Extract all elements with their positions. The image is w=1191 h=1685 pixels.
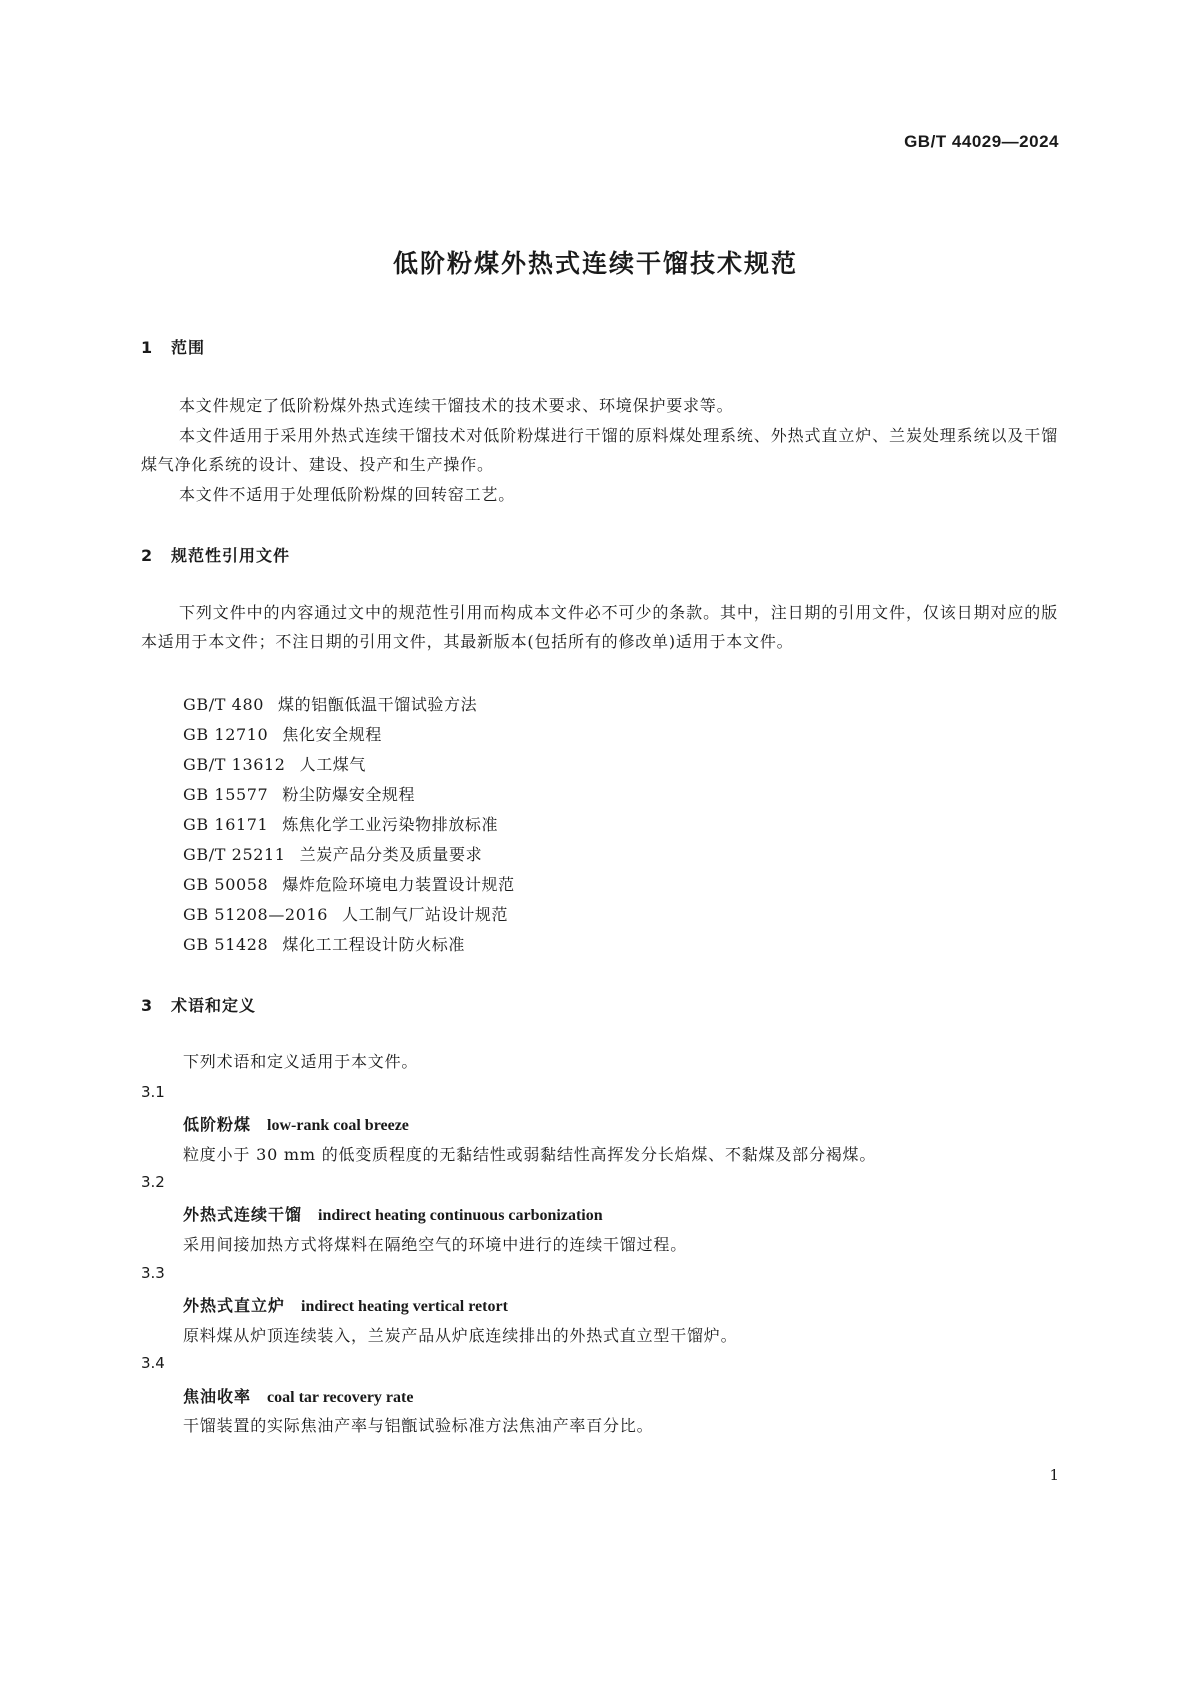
reference-code: GB/T 480: [183, 695, 265, 714]
reference-code: GB/T 25211: [183, 845, 286, 864]
reference-title: 煤的铝甑低温干馏试验方法: [278, 695, 478, 714]
reference-title: 爆炸危险环境电力装置设计规范: [282, 875, 515, 894]
section-title: 规范性引用文件: [171, 546, 291, 565]
reference-item: [183, 692, 477, 715]
term-chinese: 外热式连续干馏: [183, 1205, 303, 1224]
terms-intro: 下列术语和定义适用于本文件。: [183, 1052, 419, 1071]
reference-item: [183, 812, 498, 835]
reference-code: GB/T 13612: [183, 755, 286, 774]
term-chinese: 外热式直立炉: [183, 1296, 286, 1315]
term-definition: 粒度小于 30 mm 的低变质程度的无黏结性或弱黏结性高挥发分长焰煤、不黏煤及部分褐煤。: [183, 1145, 877, 1164]
reference-code: GB 16171: [183, 815, 269, 834]
term-entry: [183, 1202, 603, 1225]
section-number: 2: [141, 546, 154, 565]
reference-item: [183, 722, 382, 745]
term-number: 3.3: [141, 1264, 165, 1282]
section-heading-normative-references: [141, 543, 290, 566]
reference-code: GB 51208—2016: [183, 905, 329, 924]
section-title: 范围: [171, 338, 206, 357]
reference-title: 焦化安全规程: [282, 725, 382, 744]
reference-item: [183, 902, 508, 925]
term-entry: [183, 1112, 409, 1135]
reference-title: 兰炭产品分类及质量要求: [299, 845, 483, 864]
scope-paragraph-3: 本文件不适用于处理低阶粉煤的回转窑工艺。: [179, 485, 516, 504]
references-intro-paragraph: 下列文件中的内容通过文中的规范性引用而构成本文件必不可少的条款。其中，注日期的引用文件，仅该日期对应的版本适用于本文件；不注日期的引用文件，其最新版本(包括所有的修改单)适用于本文件。: [141, 603, 1058, 651]
section-title: 术语和定义: [171, 996, 257, 1015]
reference-title: 人工制气厂站设计规范: [342, 905, 509, 924]
section-heading-scope: [141, 335, 205, 358]
section-number: 3: [141, 996, 154, 1015]
term-number: 3.2: [141, 1173, 165, 1191]
term-definition: 采用间接加热方式将煤料在隔绝空气的环境中进行的连续干馏过程。: [183, 1235, 688, 1254]
term-entry: [183, 1384, 413, 1407]
term-chinese: 低阶粉煤: [183, 1115, 252, 1134]
standard-number: GB/T 44029—2024: [904, 132, 1059, 151]
reference-item: [183, 782, 415, 805]
term-english: low-rank coal breeze: [267, 1117, 409, 1134]
scope-paragraph-1: 本文件规定了低阶粉煤外热式连续干馏技术的技术要求、环境保护要求等。: [179, 396, 734, 415]
reference-title: 粉尘防爆安全规程: [282, 785, 416, 804]
term-definition: 干馏装置的实际焦油产率与铝甑试验标准方法焦油产率百分比。: [183, 1416, 654, 1435]
term-english: indirect heating continuous carbonization: [318, 1207, 603, 1224]
page-number: 1: [1049, 1466, 1059, 1484]
scope-paragraph-2: 本文件适用于采用外热式连续干馏技术对低阶粉煤进行干馏的原料煤处理系统、外热式直立炉、兰炭处理系统以及干馏煤气净化系统的设计、建设、投产和生产操作。: [141, 426, 1058, 474]
reference-title: 炼焦化学工业污染物排放标准: [282, 815, 499, 834]
term-english: coal tar recovery rate: [267, 1389, 414, 1406]
section-heading-terms: [141, 993, 256, 1016]
term-number: 3.4: [141, 1354, 165, 1372]
section-number: 1: [141, 338, 154, 357]
reference-item: [183, 872, 515, 895]
reference-code: GB 50058: [183, 875, 269, 894]
term-number: 3.1: [141, 1083, 165, 1101]
term-entry: [183, 1293, 508, 1316]
reference-item: [183, 842, 482, 865]
reference-item: [183, 752, 366, 775]
term-chinese: 焦油收率: [183, 1387, 252, 1406]
reference-title: 人工煤气: [299, 755, 366, 774]
reference-code: GB 15577: [183, 785, 269, 804]
term-english: indirect heating vertical retort: [301, 1298, 508, 1315]
reference-title: 煤化工工程设计防火标准: [282, 935, 465, 954]
term-definition: 原料煤从炉顶连续装入，兰炭产品从炉底连续排出的外热式直立型干馏炉。: [183, 1326, 738, 1345]
reference-code: GB 12710: [183, 725, 269, 744]
document-title: 低阶粉煤外热式连续干馏技术规范: [392, 249, 798, 278]
reference-item: [183, 932, 465, 955]
reference-code: GB 51428: [183, 935, 269, 954]
